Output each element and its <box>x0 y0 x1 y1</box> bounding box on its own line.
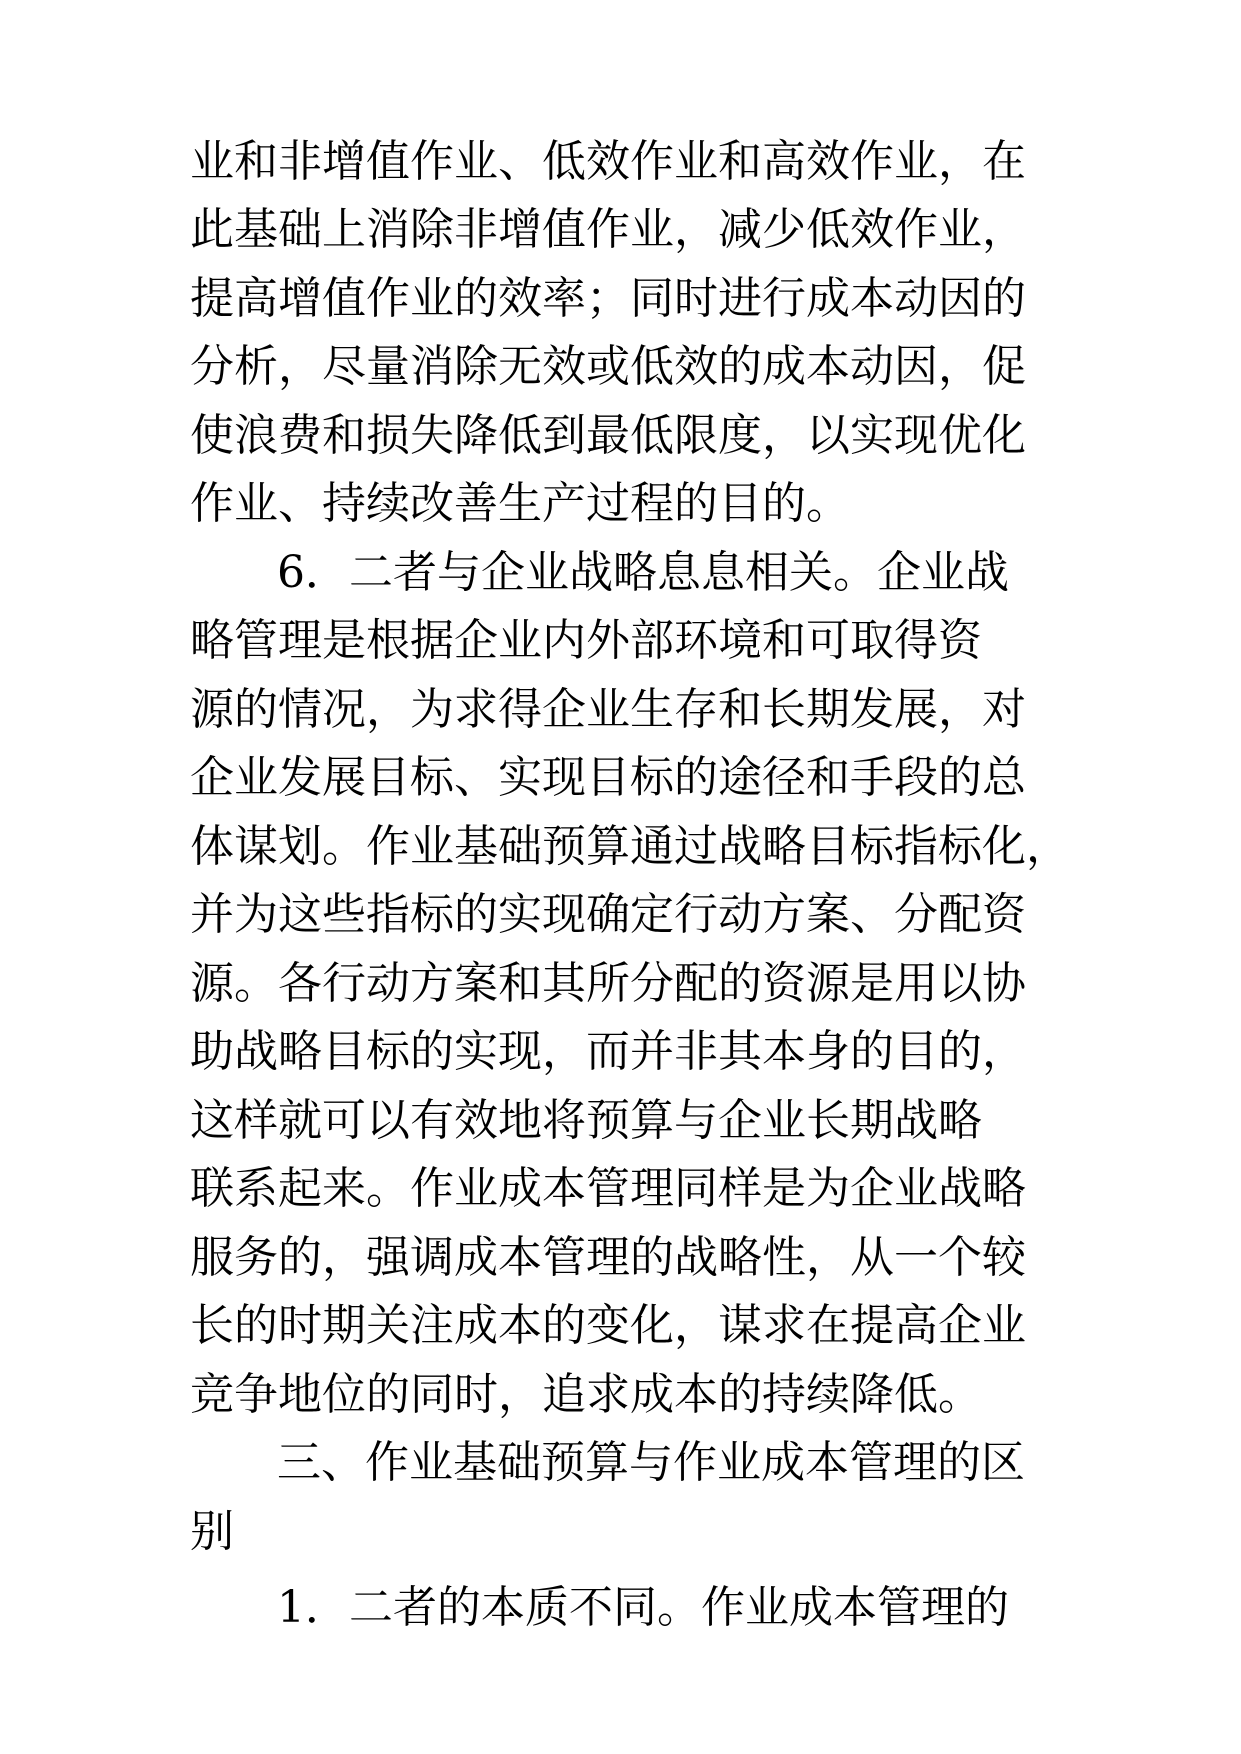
text-line: 并为这些指标的实现确定行动方案、分配资 <box>190 889 1026 940</box>
text-line: 联系起来。作业成本管理同样是为企业战略 <box>190 1163 1026 1214</box>
text-line: 助战略目标的实现，而并非其本身的目的， <box>190 1026 1026 1077</box>
text-line: 提高增值作业的效率；同时进行成本动因的 <box>190 273 1026 324</box>
text-line: 这样就可以有效地将预算与企业长期战略 <box>190 1095 982 1146</box>
text-line: 源的情况，为求得企业生存和长期发展，对 <box>190 684 1026 735</box>
text-line: 略管理是根据企业内外部环境和可取得资 <box>190 615 982 666</box>
text-line: 源。各行动方案和其所分配的资源是用以协 <box>190 958 1026 1009</box>
paragraph-heading-1: 1．二者的本质不同。作业成本管理的 <box>277 1582 1009 1633</box>
paragraph-heading-6: 6．二者与企业战略息息相关。企业战 <box>277 547 1009 598</box>
text-line: 作业、持续改善生产过程的目的。 <box>190 478 850 529</box>
text-line: 体谋划。作业基础预算通过战略目标指标化， <box>190 821 1070 872</box>
text-line: 企业发展目标、实现目标的途径和手段的总 <box>190 752 1026 803</box>
text-line: 此基础上消除非增值作业，减少低效作业， <box>190 204 1026 255</box>
text-line: 分析，尽量消除无效或低效的成本动因，促 <box>190 341 1026 392</box>
text-line: 长的时期关注成本的变化，谋求在提高企业 <box>190 1300 1026 1351</box>
text-line: 服务的，强调成本管理的战略性，从一个较 <box>190 1232 1026 1283</box>
text-line: 使浪费和损失降低到最低限度，以实现优化 <box>190 410 1026 461</box>
section-heading-cont: 别 <box>190 1506 234 1557</box>
text-line: 业和非增值作业、低效作业和高效作业，在 <box>190 136 1026 187</box>
section-heading: 三、作业基础预算与作业成本管理的区 <box>277 1437 1025 1488</box>
text-line: 竞争地位的同时，追求成本的持续降低。 <box>190 1369 982 1420</box>
